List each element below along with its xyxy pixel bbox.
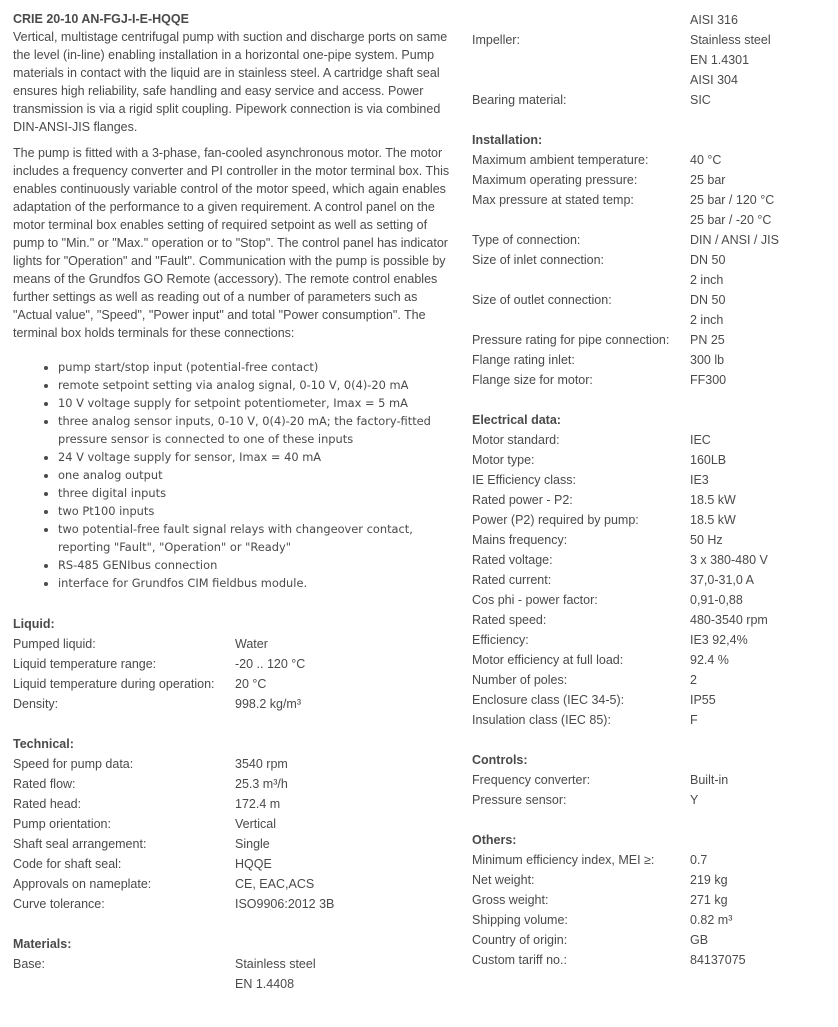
spec-label: Curve tolerance: bbox=[13, 897, 105, 911]
spec-value: Y bbox=[690, 793, 699, 807]
spec-label: Efficiency: bbox=[472, 633, 529, 647]
spec-value: CE, EAC,ACS bbox=[235, 877, 315, 891]
spec-section bbox=[13, 614, 453, 714]
spec-value: 172.4 m bbox=[235, 797, 281, 811]
spec-label: Pumped liquid: bbox=[13, 637, 96, 651]
spec-row bbox=[472, 230, 832, 250]
spec-row bbox=[472, 290, 832, 310]
spec-row bbox=[472, 330, 832, 350]
spec-value: 18.5 kW bbox=[690, 513, 736, 527]
spec-row bbox=[13, 774, 453, 794]
materials-continued bbox=[472, 10, 832, 110]
spec-label: Rated head: bbox=[13, 797, 82, 811]
spec-row bbox=[13, 854, 453, 874]
spec-value: IE3 92,4% bbox=[690, 633, 748, 647]
spec-value: 18.5 kW bbox=[690, 493, 736, 507]
spec-label: Shipping volume: bbox=[472, 913, 568, 927]
spec-value: GB bbox=[690, 933, 709, 947]
spec-value: 25 bar / 120 °C bbox=[690, 193, 775, 207]
spec-value: PN 25 bbox=[690, 333, 725, 347]
spec-label: Speed for pump data: bbox=[13, 757, 134, 771]
connection-list-item: • pump start/stop input (potential-free contact) bbox=[58, 358, 453, 376]
spec-label: Liquid temperature range: bbox=[13, 657, 157, 671]
spec-value: 480-3540 rpm bbox=[690, 613, 768, 627]
section-title: Controls: bbox=[472, 753, 528, 767]
spec-row bbox=[472, 930, 832, 950]
spec-row bbox=[472, 170, 832, 190]
spec-section bbox=[13, 734, 453, 914]
spec-label: Size of outlet connection: bbox=[472, 293, 612, 307]
spec-value: 50 Hz bbox=[690, 533, 723, 547]
spec-row bbox=[13, 654, 453, 674]
spec-row bbox=[472, 650, 832, 670]
spec-label: Flange rating inlet: bbox=[472, 353, 575, 367]
spec-row bbox=[472, 910, 832, 930]
spec-value: 92.4 % bbox=[690, 653, 729, 667]
spec-value: 3540 rpm bbox=[235, 757, 288, 771]
spec-row bbox=[472, 890, 832, 910]
spec-label: Rated speed: bbox=[472, 613, 547, 627]
spec-row bbox=[472, 870, 832, 890]
spec-row bbox=[472, 630, 832, 650]
spec-section bbox=[13, 934, 453, 994]
spec-value: 3 x 380-480 V bbox=[690, 553, 768, 567]
spec-value: 25.3 m³/h bbox=[235, 777, 288, 791]
spec-row bbox=[13, 834, 453, 854]
spec-value: 20 °C bbox=[235, 677, 267, 691]
spec-label: Custom tariff no.: bbox=[472, 953, 567, 967]
section-title: Others: bbox=[472, 833, 517, 847]
spec-label: Impeller: bbox=[472, 33, 520, 47]
spec-label: Insulation class (IEC 85): bbox=[472, 713, 611, 727]
spec-row bbox=[472, 30, 832, 50]
spec-row bbox=[13, 754, 453, 774]
spec-label: Type of connection: bbox=[472, 233, 581, 247]
spec-value: AISI 316 bbox=[690, 13, 738, 27]
spec-label: Shaft seal arrangement: bbox=[13, 837, 147, 851]
spec-label: Country of origin: bbox=[472, 933, 568, 947]
spec-value: HQQE bbox=[235, 857, 272, 871]
spec-label: Cos phi - power factor: bbox=[472, 593, 598, 607]
section-title: Materials: bbox=[13, 937, 72, 951]
description-paragraph-1: Vertical, multistage centrifugal pump with suction and discharge ports on same the level (in-line) enabling installation in a horizontal one-pipe system. Pump materials in contact with the liquid are in stainless steel. A cartridge shaft seal ensures high reliability, safe handling and easy service and access. Power transmission is via a rigid split coupling. Pipework connection is via combined DIN-ANSI-JIS flanges. bbox=[13, 30, 448, 134]
spec-label: Maximum operating pressure: bbox=[472, 173, 638, 187]
spec-label: Motor type: bbox=[472, 453, 535, 467]
spec-value: 160LB bbox=[690, 453, 727, 467]
spec-label: Pump orientation: bbox=[13, 817, 111, 831]
spec-row bbox=[472, 530, 832, 550]
spec-value: 40 °C bbox=[690, 153, 722, 167]
connection-list-item: • 10 V voltage supply for setpoint potentiometer, Imax = 5 mA bbox=[58, 394, 453, 412]
spec-label: Power (P2) required by pump: bbox=[472, 513, 639, 527]
spec-row bbox=[13, 794, 453, 814]
spec-section bbox=[472, 130, 832, 390]
spec-label: Size of inlet connection: bbox=[472, 253, 605, 267]
spec-label bbox=[472, 270, 690, 290]
spec-row bbox=[472, 510, 832, 530]
spec-section bbox=[472, 410, 832, 730]
spec-value: Single bbox=[235, 837, 270, 851]
connection-list-item: • 24 V voltage supply for sensor, Imax = 40 mA bbox=[58, 448, 453, 466]
spec-value: IP55 bbox=[690, 693, 716, 707]
spec-label: Rated flow: bbox=[13, 777, 76, 791]
spec-value: Stainless steel bbox=[235, 957, 316, 971]
spec-value: 84137075 bbox=[690, 953, 746, 967]
spec-row bbox=[472, 570, 832, 590]
connection-list-item: • two Pt100 inputs bbox=[58, 502, 453, 520]
spec-value: ISO9906:2012 3B bbox=[235, 897, 335, 911]
spec-label: Rated power - P2: bbox=[472, 493, 573, 507]
spec-value: F bbox=[690, 713, 698, 727]
spec-label: Code for shaft seal: bbox=[13, 857, 122, 871]
spec-row bbox=[472, 430, 832, 450]
spec-row bbox=[472, 850, 832, 870]
spec-value: Water bbox=[235, 637, 268, 651]
spec-row bbox=[472, 470, 832, 490]
spec-value: IEC bbox=[690, 433, 711, 447]
spec-row bbox=[472, 90, 832, 110]
spec-row bbox=[472, 50, 832, 70]
spec-value: 25 bar bbox=[690, 173, 726, 187]
spec-label: IE Efficiency class: bbox=[472, 473, 576, 487]
spec-section bbox=[472, 750, 832, 810]
spec-row bbox=[13, 974, 453, 994]
spec-label: Liquid temperature during operation: bbox=[13, 677, 215, 691]
connection-list-item: • three analog sensor inputs, 0-10 V, 0(4)-20 mA; the factory-fitted pressure sensor is connected to one of these inputs bbox=[58, 412, 453, 448]
terminal-connections-list bbox=[13, 358, 453, 592]
spec-label bbox=[472, 210, 690, 230]
spec-row bbox=[472, 590, 832, 610]
spec-row bbox=[472, 690, 832, 710]
spec-label: Density: bbox=[13, 697, 59, 711]
spec-label: Pressure rating for pipe connection: bbox=[472, 333, 670, 347]
connection-list-item: • interface for Grundfos CIM fieldbus module. bbox=[58, 574, 453, 592]
spec-label bbox=[472, 50, 690, 70]
spec-label bbox=[13, 974, 235, 994]
spec-value: 0.7 bbox=[690, 853, 708, 867]
spec-label bbox=[472, 310, 690, 330]
spec-label: Frequency converter: bbox=[472, 773, 591, 787]
spec-value: 2 inch bbox=[690, 273, 724, 287]
spec-value: 25 bar / -20 °C bbox=[690, 213, 772, 227]
spec-row bbox=[13, 954, 453, 974]
spec-value: EN 1.4408 bbox=[235, 977, 295, 991]
spec-label: Enclosure class (IEC 34-5): bbox=[472, 693, 625, 707]
spec-row bbox=[472, 490, 832, 510]
spec-label: Max pressure at stated temp: bbox=[472, 193, 634, 207]
spec-row bbox=[13, 814, 453, 834]
spec-value: 0,91-0,88 bbox=[690, 593, 743, 607]
spec-label bbox=[472, 70, 690, 90]
spec-row bbox=[472, 10, 832, 30]
spec-label: Minimum efficiency index, MEI ≥: bbox=[472, 853, 655, 867]
spec-row bbox=[13, 634, 453, 654]
spec-row bbox=[472, 150, 832, 170]
spec-label: Rated current: bbox=[472, 573, 552, 587]
spec-row bbox=[472, 950, 832, 970]
connection-list-item: • one analog output bbox=[58, 466, 453, 484]
spec-value: FF300 bbox=[690, 373, 727, 387]
spec-value: 2 bbox=[690, 673, 697, 687]
spec-value: SIC bbox=[690, 93, 711, 107]
section-title: Electrical data: bbox=[472, 413, 561, 427]
spec-label: Net weight: bbox=[472, 873, 535, 887]
spec-row bbox=[13, 674, 453, 694]
right-column bbox=[472, 10, 832, 970]
spec-row bbox=[13, 874, 453, 894]
spec-label: Flange size for motor: bbox=[472, 373, 593, 387]
spec-label: Motor standard: bbox=[472, 433, 560, 447]
spec-value: 2 inch bbox=[690, 313, 724, 327]
spec-row bbox=[472, 670, 832, 690]
spec-row bbox=[472, 210, 832, 230]
spec-label: Mains frequency: bbox=[472, 533, 568, 547]
spec-row bbox=[472, 270, 832, 290]
section-title: Liquid: bbox=[13, 617, 55, 631]
product-title: CRIE 20-10 AN-FGJ-I-E-HQQE bbox=[13, 12, 189, 26]
spec-label: Motor efficiency at full load: bbox=[472, 653, 624, 667]
spec-row bbox=[472, 770, 832, 790]
spec-value: EN 1.4301 bbox=[690, 53, 750, 67]
spec-row bbox=[13, 894, 453, 914]
left-spec-sections bbox=[13, 614, 453, 994]
spec-value: 219 kg bbox=[690, 873, 728, 887]
spec-row bbox=[472, 370, 832, 390]
section-title: Installation: bbox=[472, 133, 543, 147]
spec-label: Number of poles: bbox=[472, 673, 568, 687]
spec-label bbox=[472, 10, 690, 30]
connection-list-item: • two potential-free fault signal relays with changeover contact, reporting "Fault", "Operation" or "Ready" bbox=[58, 520, 453, 556]
left-column bbox=[13, 10, 453, 994]
spec-value: 0.82 m³ bbox=[690, 913, 733, 927]
spec-value: DN 50 bbox=[690, 293, 726, 307]
spec-value: DIN / ANSI / JIS bbox=[690, 233, 779, 247]
spec-row bbox=[472, 610, 832, 630]
spec-value: 998.2 kg/m³ bbox=[235, 697, 302, 711]
connection-list-item: • remote setpoint setting via analog signal, 0-10 V, 0(4)-20 mA bbox=[58, 376, 453, 394]
section-title: Technical: bbox=[13, 737, 74, 751]
spec-value: -20 .. 120 °C bbox=[235, 657, 306, 671]
spec-label: Maximum ambient temperature: bbox=[472, 153, 649, 167]
spec-value: DN 50 bbox=[690, 253, 726, 267]
connection-list-item: • three digital inputs bbox=[58, 484, 453, 502]
spec-label: Bearing material: bbox=[472, 93, 567, 107]
spec-row bbox=[472, 310, 832, 330]
right-spec-sections bbox=[472, 130, 832, 970]
spec-value: Built-in bbox=[690, 773, 729, 787]
spec-section bbox=[472, 830, 832, 970]
spec-row bbox=[13, 694, 453, 714]
spec-value: IE3 bbox=[690, 473, 709, 487]
spec-row bbox=[472, 250, 832, 270]
spec-value: 37,0-31,0 A bbox=[690, 573, 754, 587]
spec-row bbox=[472, 350, 832, 370]
spec-row bbox=[472, 70, 832, 90]
spec-value: Stainless steel bbox=[690, 33, 771, 47]
spec-value: 300 lb bbox=[690, 353, 725, 367]
description-paragraph-2: The pump is fitted with a 3-phase, fan-cooled asynchronous motor. The motor includes a frequency converter and PI controller in the motor terminal box. This enables continuously variable control of the motor speed, which again enables adaptation of the performance to a given requirement. A control panel on the motor terminal box enables setting of required setpoint as well as setting of pump to "Min." or "Max." operation or to "Stop". The control panel has indicator lights for "Operation" and "Fault". Communication with the pump is possible by means of the Grundfos GO Remote (accessory). The remote control enables further settings as well as reading out of a number of parameters such as "Actual value", "Speed", "Power input" and total "Power consumption". The terminal box holds terminals for these connections: bbox=[13, 146, 450, 340]
spec-label: Gross weight: bbox=[472, 893, 549, 907]
spec-row bbox=[472, 790, 832, 810]
spec-label: Rated voltage: bbox=[472, 553, 553, 567]
connection-list-item: • RS-485 GENIbus connection bbox=[58, 556, 453, 574]
spec-row bbox=[472, 710, 832, 730]
spec-label: Approvals on nameplate: bbox=[13, 877, 152, 891]
spec-row bbox=[472, 450, 832, 470]
spec-label: Base: bbox=[13, 957, 45, 971]
spec-value: Vertical bbox=[235, 817, 276, 831]
spec-row bbox=[472, 190, 832, 210]
spec-value: 271 kg bbox=[690, 893, 728, 907]
spec-label: Pressure sensor: bbox=[472, 793, 567, 807]
spec-value: AISI 304 bbox=[690, 73, 738, 87]
spec-row bbox=[472, 550, 832, 570]
